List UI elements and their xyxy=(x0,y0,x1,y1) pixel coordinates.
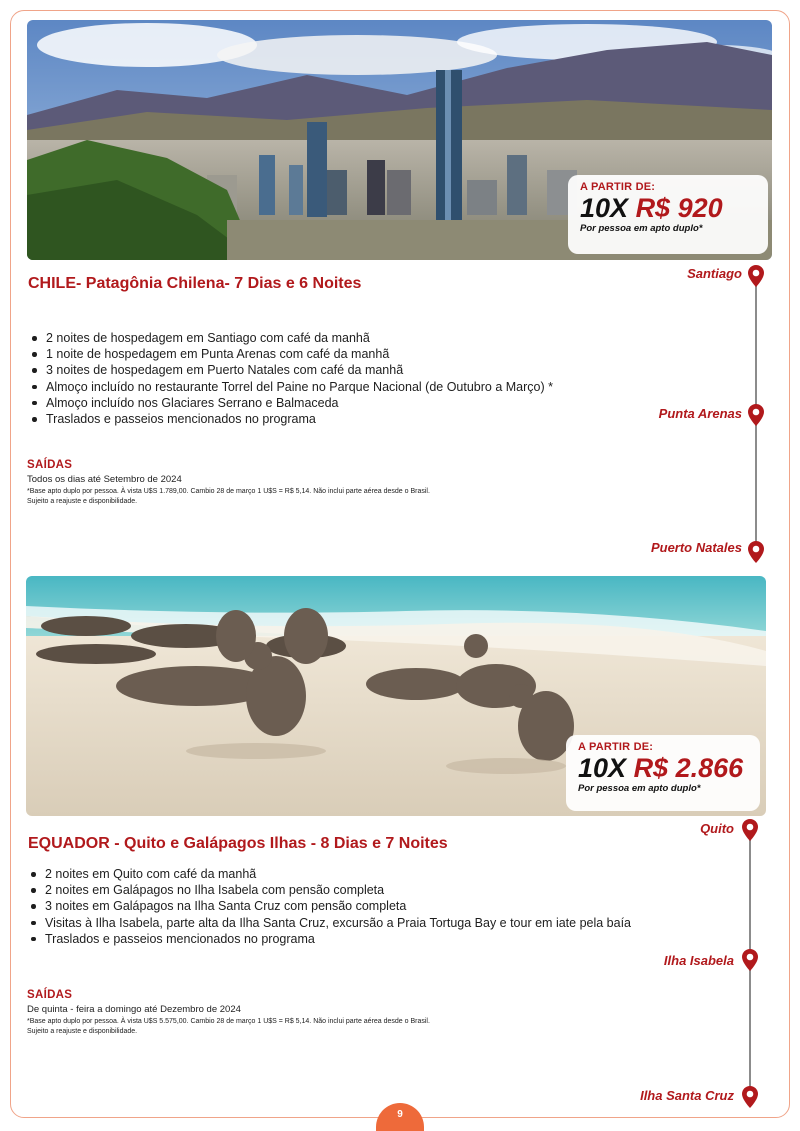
departures-dates: Todos os dias até Setembro de 2024 xyxy=(27,474,182,485)
location-pin-icon xyxy=(747,540,765,564)
departures-heading: SAÍDAS xyxy=(27,989,73,1001)
price-value xyxy=(580,193,758,223)
route-stop-santiago: Santiago xyxy=(687,266,742,281)
list-item: Visitas à Ilha Isabela, parte alta da Ilha Santa Cruz, excursão a Praia Tortuga Bay e tour em iate pela baía xyxy=(27,915,631,931)
inclusions-list xyxy=(28,330,553,427)
route-stop-quito: Quito xyxy=(700,821,734,836)
departures-section xyxy=(27,989,430,1037)
location-pin-icon xyxy=(747,264,765,288)
departures-disclaimer: Sujeito a reajuste e disponibilidade. xyxy=(27,498,138,505)
departures-note: *Base apto duplo por pessoa. À vista U$S 5.575,00. Cambio 28 de março 1 U$S = R$ 5,14. Não inclui parte aérea desde o Brasil. xyxy=(27,1018,430,1025)
list-item: 2 noites em Quito com café da manhã xyxy=(27,866,631,882)
location-pin-icon xyxy=(747,403,765,427)
package-title: CHILE- Patagônia Chilena- 7 Dias e 6 Noites xyxy=(28,275,362,292)
price-value xyxy=(578,753,750,783)
route-stop-ilha-santa-cruz: Ilha Santa Cruz xyxy=(640,1088,734,1103)
price-box xyxy=(568,175,768,254)
departures-section xyxy=(27,459,430,507)
list-item: Almoço incluído nos Glaciares Serrano e Balmaceda xyxy=(28,395,553,411)
list-item: 3 noites de hospedagem em Puerto Natales com café da manhã xyxy=(28,362,553,378)
price-installments: 10X xyxy=(578,753,627,783)
route-stop-puerto-natales: Puerto Natales xyxy=(650,540,742,555)
route-stop-punta-arenas: Punta Arenas xyxy=(658,406,742,421)
departures-note: *Base apto duplo por pessoa. À vista U$S 1.789,00. Cambio 28 de março 1 U$S = R$ 5,14. Não inclui parte aérea desde o Brasil. xyxy=(27,488,430,495)
price-note: Por pessoa em apto duplo* xyxy=(578,783,701,794)
package-title: EQUADOR - Quito e Galápagos Ilhas - 8 Dias e 7 Noites xyxy=(28,835,448,852)
location-pin-icon xyxy=(741,818,759,842)
list-item: 2 noites de hospedagem em Santiago com café da manhã xyxy=(28,330,553,346)
departures-disclaimer: Sujeito a reajuste e disponibilidade. xyxy=(27,1028,138,1035)
price-label: A PARTIR DE: xyxy=(578,741,654,753)
price-amount: R$ 2.866 xyxy=(633,753,744,783)
location-pin-icon xyxy=(741,948,759,972)
route-stop-ilha-isabela: Ilha Isabela xyxy=(663,953,734,968)
price-installments: 10X xyxy=(580,193,629,223)
price-label: A PARTIR DE: xyxy=(580,181,656,193)
list-item: Traslados e passeios mencionados no programa xyxy=(28,411,553,427)
price-amount: R$ 920 xyxy=(635,193,723,223)
page-number: 9 xyxy=(397,1109,403,1120)
list-item: 1 noite de hospedagem em Punta Arenas com café da manhã xyxy=(28,346,553,362)
list-item: Almoço incluído no restaurante Torrel del Paine no Parque Nacional (de Outubro a Março) * xyxy=(28,379,553,395)
inclusions-list xyxy=(27,866,631,947)
price-box xyxy=(566,735,760,811)
list-item: 2 noites em Galápagos no Ilha Isabela com pensão completa xyxy=(27,882,631,898)
departures-heading: SAÍDAS xyxy=(27,459,73,471)
list-item: Traslados e passeios mencionados no programa xyxy=(27,931,631,947)
location-pin-icon xyxy=(741,1085,759,1109)
price-note: Por pessoa em apto duplo* xyxy=(580,223,703,234)
list-item: 3 noites em Galápagos na Ilha Santa Cruz com pensão completa xyxy=(27,898,631,914)
departures-dates: De quinta - feira a domingo até Dezembro de 2024 xyxy=(27,1004,241,1015)
